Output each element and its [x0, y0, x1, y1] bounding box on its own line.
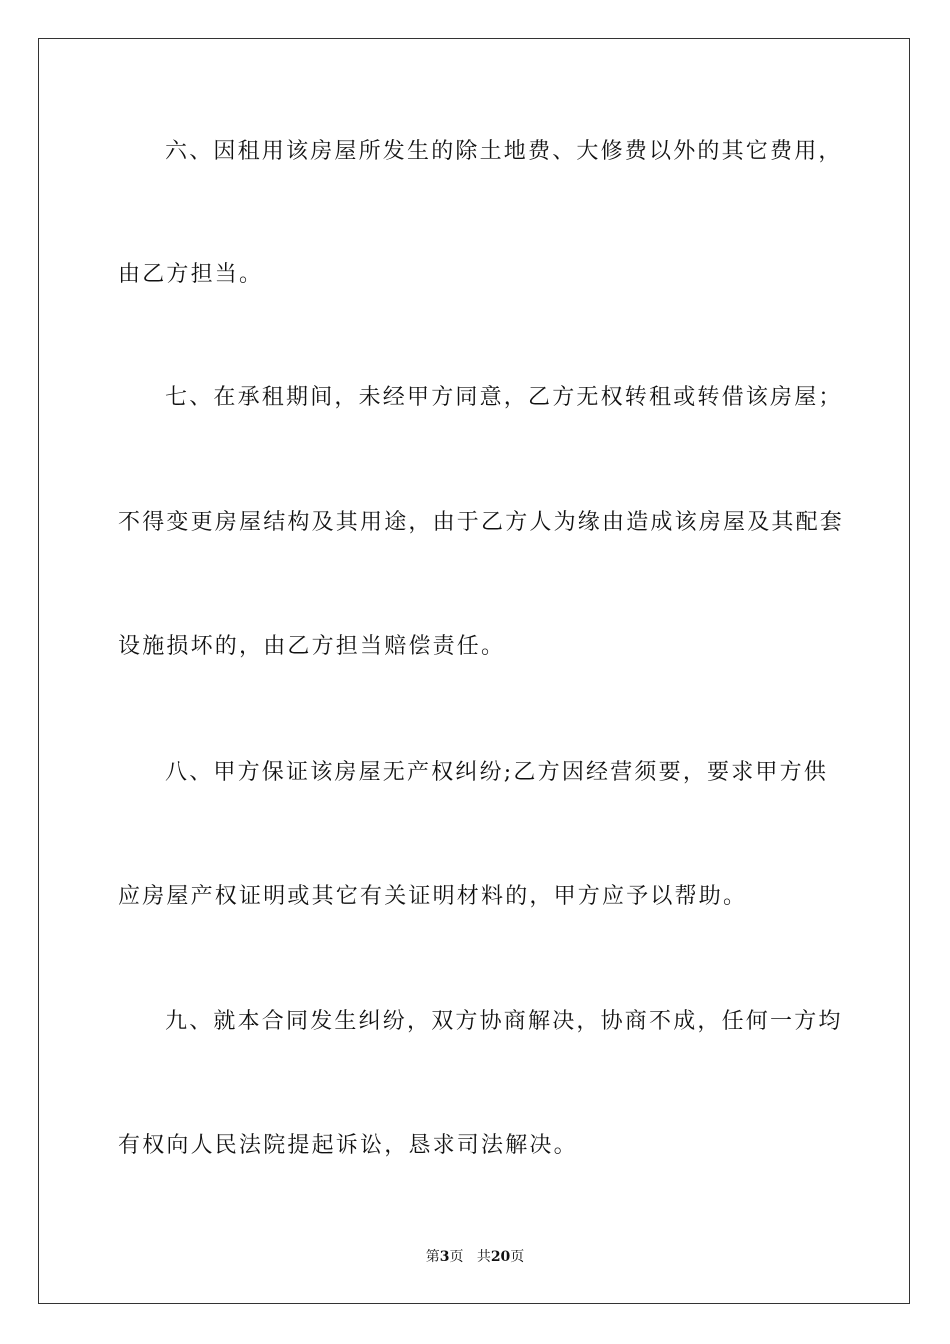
footer-total-prefix: 共 — [476, 1249, 491, 1265]
page-footer — [0, 1247, 950, 1267]
paragraph-7-line-1: 七、在承租期间，未经甲方同意，乙方无权转租或转借该房屋； — [165, 385, 843, 410]
footer-total-pages: 20 — [490, 1249, 511, 1265]
page-border — [38, 38, 910, 1304]
paragraph-9-line-2: 有权向人民法院提起诉讼，恳求司法解决。 — [118, 1133, 578, 1158]
paragraph-6-line-2: 由乙方担当。 — [118, 262, 264, 287]
paragraph-7-line-3: 设施损坏的，由乙方担当赔偿责任。 — [118, 634, 506, 659]
paragraph-9-line-1: 九、就本合同发生纠纷，双方协商解决，协商不成，任何一方均 — [165, 1009, 843, 1034]
paragraph-7-line-2: 不得变更房屋结构及其用途，由于乙方人为缘由造成该房屋及其配套 — [118, 510, 845, 535]
footer-page-number: 3 — [439, 1249, 450, 1265]
footer-total-suffix: 页 — [510, 1249, 525, 1265]
paragraph-8-line-2: 应房屋产权证明或其它有关证明材料的，甲方应予以帮助。 — [118, 884, 748, 909]
paragraph-8-line-1: 八、甲方保证该房屋无产权纠纷;乙方因经营须要，要求甲方供 — [165, 760, 829, 785]
footer-page-suffix: 页 — [449, 1249, 464, 1265]
footer-page-prefix: 第 — [425, 1249, 440, 1265]
paragraph-6-line-1: 六、因租用该房屋所发生的除土地费、大修费以外的其它费用， — [165, 139, 843, 164]
